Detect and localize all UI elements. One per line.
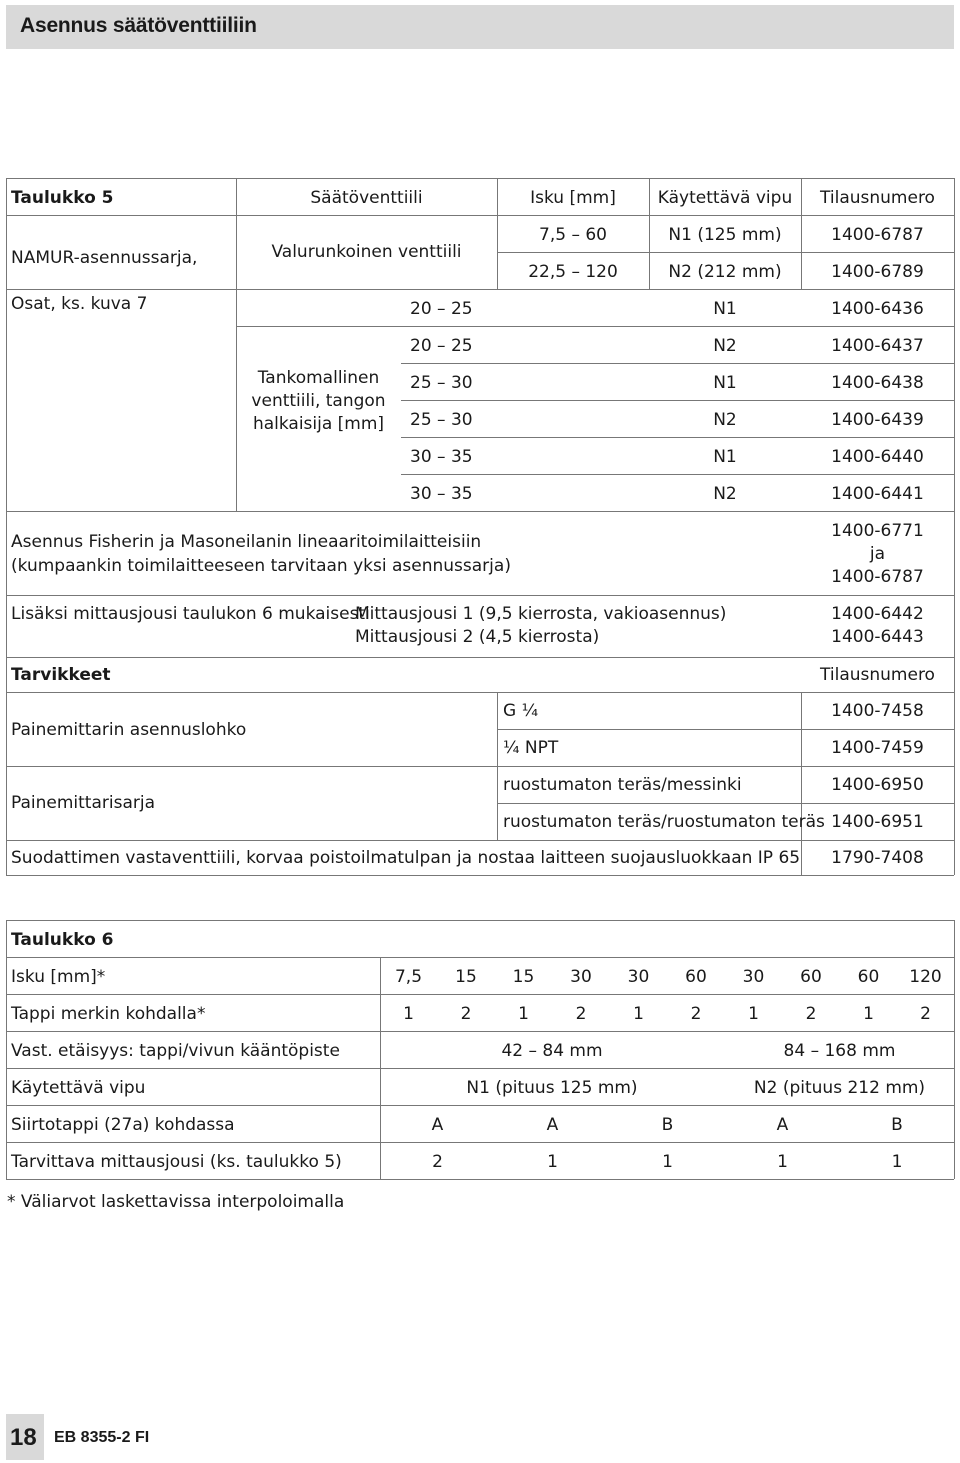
table-cell: 60 <box>857 967 880 987</box>
table-cell: A <box>546 1115 559 1135</box>
table-cell: 2 <box>460 1004 472 1024</box>
table-cell: B <box>661 1115 674 1135</box>
table-cell: 15 <box>455 967 477 987</box>
accessories-title: Tarvikkeet <box>11 665 111 685</box>
table-cell: N1 (125 mm) <box>668 225 782 245</box>
table-cell: 1400-6443 <box>831 627 924 647</box>
table-cell: 25 – 30 <box>410 410 473 430</box>
table-cell: ruostumaton teräs/messinki <box>503 775 742 795</box>
table-cell: N1 <box>713 299 737 319</box>
table-rule <box>6 289 954 290</box>
table-cell: 20 – 25 <box>410 336 473 356</box>
table-cell: 1 <box>777 1152 788 1172</box>
table-rule <box>6 766 954 767</box>
table-rule <box>6 595 954 596</box>
table-cell: 1400-6441 <box>831 484 924 504</box>
table-cell: 1 <box>403 1004 414 1024</box>
table-cell: 30 <box>570 967 592 987</box>
row-label: Tappi merkin kohdalla* <box>11 1004 206 1024</box>
row-label: Vast. etäisyys: tappi/vivun kääntöpiste <box>11 1041 340 1061</box>
table-cell: ruostumaton teräs/ruostumaton teräs <box>503 812 825 832</box>
table-cell: 84 – 168 mm <box>783 1041 896 1061</box>
table-cell: 1 <box>863 1004 874 1024</box>
table-cell: 15 <box>512 967 535 987</box>
table-border <box>6 178 954 179</box>
table-cell: 2 <box>805 1004 817 1024</box>
table-cell: 30 – 35 <box>410 484 473 504</box>
table-cell: A <box>431 1115 444 1135</box>
gauge-set-label: Painemittarisarja <box>11 793 156 813</box>
table-cell: 22,5 – 120 <box>528 262 618 282</box>
table-cell: N1 <box>713 373 737 393</box>
table-border <box>954 920 955 1179</box>
column-header: Tilausnumero <box>820 665 935 685</box>
table-cell: 1400-7459 <box>831 738 924 758</box>
table-rule <box>6 692 954 693</box>
table-cell: 1 <box>518 1004 529 1024</box>
namur-label: NAMUR-asennussarja, <box>11 248 198 268</box>
cast-valve-label: Valurunkoinen venttiili <box>271 242 462 262</box>
table-rule <box>6 1142 954 1143</box>
table-cell: 2 <box>690 1004 702 1024</box>
table-cell: 1400-6787 <box>831 567 924 587</box>
table-cell: 1 <box>633 1004 644 1024</box>
document-id: EB 8355-2 FI <box>54 1429 150 1446</box>
table-caption: Taulukko 5 <box>11 188 114 208</box>
table-cell: 2 <box>920 1004 931 1024</box>
table-cell: 1400-6440 <box>831 447 924 467</box>
table-cell: 1400-6789 <box>831 262 924 282</box>
table-cell: 42 – 84 mm <box>501 1041 603 1061</box>
table-rule <box>380 957 381 1179</box>
table-rule <box>6 215 954 216</box>
page-number: 18 <box>10 1424 37 1451</box>
table-cell: Mittausjousi 1 (9,5 kierrosta, vakioasennus) <box>355 604 727 624</box>
table-cell: ¼ NPT <box>503 738 559 758</box>
page-number-box <box>6 1414 44 1460</box>
table-cell: 1400-6438 <box>831 373 924 393</box>
table-rule <box>497 252 954 253</box>
rod-valve-label: halkaisija [mm] <box>252 414 385 434</box>
table-rule <box>497 692 498 840</box>
table-rule <box>401 474 954 475</box>
table-cell: 20 – 25 <box>410 299 473 319</box>
row-label: Siirtotappi (27a) kohdassa <box>11 1115 235 1135</box>
table-rule <box>401 400 954 401</box>
table-cell: 30 – 35 <box>410 447 473 467</box>
table-border <box>6 920 954 921</box>
table-rule <box>6 1068 954 1069</box>
table-cell: Mittausjousi 2 (4,5 kierrosta) <box>355 627 600 647</box>
table-cell: 1400-6437 <box>831 336 924 356</box>
table-cell: 60 <box>685 967 707 987</box>
table-cell: 30 <box>742 967 765 987</box>
table-rule <box>6 957 954 958</box>
table-cell: 1 <box>662 1152 673 1172</box>
table-cell: 1400-6442 <box>831 604 924 624</box>
table-cell: A <box>776 1115 789 1135</box>
row-label: Tarvittava mittausjousi (ks. taulukko 5) <box>11 1152 342 1172</box>
gauge-block-label: Painemittarin asennuslohko <box>11 720 247 740</box>
page-header <box>6 5 954 49</box>
table-cell: G ¼ <box>503 701 539 721</box>
table-cell: N2 <box>713 484 737 504</box>
table-rule <box>6 511 954 512</box>
row-label: Käytettävä vipu <box>11 1078 146 1098</box>
page-title: Asennus säätöventtiiliin <box>20 14 257 37</box>
table-cell: 1400-6436 <box>831 299 924 319</box>
table-cell: N1 (pituus 125 mm) <box>466 1078 638 1098</box>
column-header: Isku [mm] <box>530 188 616 208</box>
table-cell: 60 <box>800 967 822 987</box>
table-cell: 1400-7458 <box>831 701 924 721</box>
table-cell: N2 <box>713 336 737 356</box>
table-rule <box>6 657 954 658</box>
table-border <box>6 920 7 1179</box>
table-cell: 1 <box>547 1152 558 1172</box>
table-caption: Taulukko 6 <box>11 930 114 950</box>
table-rule <box>497 729 954 730</box>
column-header: Säätöventtiili <box>310 188 423 208</box>
table-rule <box>236 326 954 327</box>
table-cell: N1 <box>713 447 737 467</box>
table-cell: 1400-6951 <box>831 812 924 832</box>
fisher-label: Asennus Fisherin ja Masoneilanin lineaaritoimilaitteisiin <box>11 532 482 552</box>
table-border <box>6 178 7 875</box>
table-rule <box>6 1105 954 1106</box>
table-cell: 120 <box>909 967 942 987</box>
table-rule <box>236 178 237 511</box>
table-cell: 1400-6950 <box>831 775 924 795</box>
table-cell: 1400-6439 <box>831 410 924 430</box>
table-rule <box>6 840 954 841</box>
table-rule <box>6 994 954 995</box>
parts-label: Osat, ks. kuva 7 <box>11 294 148 314</box>
table-rule <box>6 1031 954 1032</box>
table-cell: 30 <box>627 967 650 987</box>
table-rule <box>401 363 954 364</box>
filter-label: Suodattimen vastaventtiili, korvaa poistoilmatulpan ja nostaa laitteen suojausluokkaan IP 65 <box>11 848 801 868</box>
table-cell: 1400-6771 <box>831 521 924 541</box>
table-cell: 1 <box>891 1152 903 1172</box>
fisher-label: (kumpaankin toimilaitteeseen tarvitaan yksi asennussarja) <box>11 556 511 576</box>
table-cell: 2 <box>575 1004 587 1024</box>
table-cell: N2 <box>713 410 737 430</box>
table-cell: B <box>891 1115 903 1135</box>
rod-valve-label: venttiili, tangon <box>251 391 386 411</box>
table-border <box>6 1179 954 1180</box>
table-cell: 1400-6787 <box>831 225 924 245</box>
table-cell: N2 (pituus 212 mm) <box>753 1078 926 1098</box>
column-header: Käytettävä vipu <box>657 188 793 208</box>
table-cell: N2 (212 mm) <box>668 262 782 282</box>
table-border <box>6 875 954 876</box>
table-cell: 2 <box>432 1152 443 1172</box>
table-rule <box>401 437 954 438</box>
table-cell: 7,5 <box>394 967 423 987</box>
table-cell: 7,5 – 60 <box>539 225 607 245</box>
table-cell: 1 <box>748 1004 759 1024</box>
table-cell: 25 – 30 <box>410 373 473 393</box>
extra-spring-label: Lisäksi mittausjousi taulukon 6 mukaisesti <box>11 604 370 624</box>
column-header: Tilausnumero <box>820 188 935 208</box>
table-border <box>954 178 955 875</box>
footnote: * Väliarvot laskettavissa interpoloimalla <box>7 1192 345 1212</box>
table-cell: 1790-7408 <box>831 848 924 868</box>
rod-valve-label: Tankomallinen <box>257 368 380 388</box>
row-label: Isku [mm]* <box>11 967 106 987</box>
table-cell: ja <box>869 544 886 564</box>
table-rule <box>497 803 954 804</box>
